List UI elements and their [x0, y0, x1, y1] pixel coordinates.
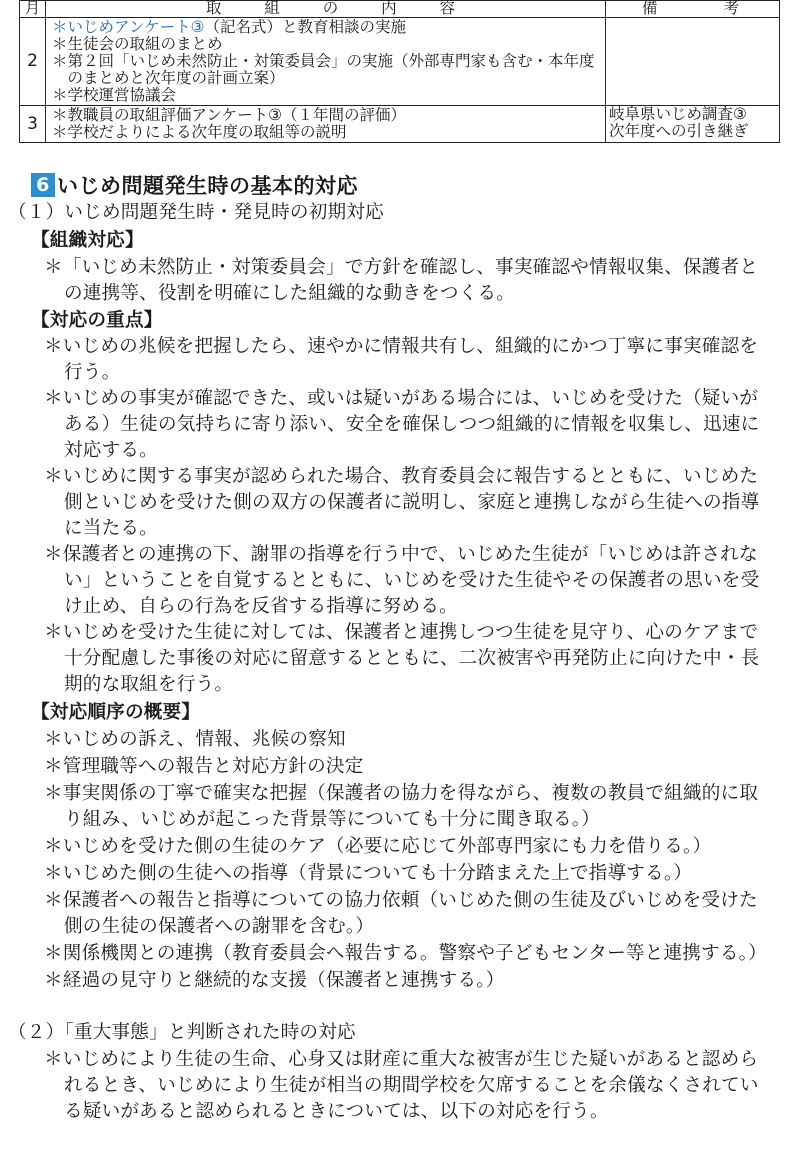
- row-month: 3: [20, 106, 46, 143]
- paragraph-line: ＊管理職等への報告と対応方針の決定: [44, 756, 364, 777]
- paragraph-line: 十分配慮した事後の対応に留意するとともに、二次被害や再発防止に向けた中・長: [64, 648, 760, 669]
- header-content: [46, 1, 606, 18]
- paragraph-line: ＊いじめの事実が確認できた、或いは疑いがある場合には、いじめを受けた（疑いが: [44, 388, 759, 409]
- paragraph-line: け止め、自らの行為を反省する指導に努める。: [64, 596, 458, 617]
- header-content-char: の: [322, 0, 339, 17]
- part1-heading: （１）いじめ問題発生時・発見時の初期対応: [8, 202, 384, 223]
- header-remarks-char: 考: [723, 0, 739, 17]
- paragraph-line: ＊いじめを受けた側の生徒のケア（必要に応じて外部専門家にも力を借りる。）: [44, 836, 712, 857]
- paragraph-line: 側の生徒の保護者への謝罪を含む。）: [64, 916, 375, 937]
- paragraph-line: る疑いがあると認められるときについては、以下の対応を行う。: [64, 1101, 609, 1122]
- list-item: ＊いじめアンケート③（記名式）と教育相談の実施: [52, 18, 406, 36]
- order-title: 【対応順序の概要】: [31, 702, 201, 723]
- list-item: ＊学校だよりによる次年度の取組等の説明: [52, 123, 347, 141]
- table-header-row: [20, 1, 780, 18]
- paragraph-line: の連携等、役割を明確にした組織的な動きをつくる。: [64, 283, 516, 304]
- header-remarks: [606, 1, 780, 18]
- paragraph-line: ＊いじめの兆候を把握したら、速やかに情報共有し、組織的にかつ丁寧に事実確認を: [44, 336, 759, 357]
- paragraph-line: ＊保護者への報告と指導についての協力依頼（いじめた側の生徒及びいじめを受けた: [44, 890, 758, 911]
- paragraph-line: に当たる。: [64, 518, 158, 539]
- row-remarks: [606, 18, 780, 106]
- remark-line: 次年度への引き継ぎ: [609, 122, 749, 140]
- paragraph-line: ＊いじめに関する事実が認められた場合、教育委員会に報告するとともに、いじめた: [44, 466, 759, 487]
- key-title: 【対応の重点】: [31, 310, 163, 331]
- paragraph-line: り組み、いじめが起こった背景等についても十分に聞き取る。）: [64, 809, 601, 830]
- row-items: [46, 18, 606, 106]
- highlight-text: ＊いじめアンケート③: [52, 18, 205, 36]
- paragraph-line: ある）生徒の気持ちに寄り添い、安全を確保しつつ組織的に情報を収集し、迅速に: [64, 414, 760, 435]
- header-content-char: 組: [264, 0, 280, 17]
- part2-heading: （２）「重大事態」と判断された時の対応: [8, 1022, 356, 1043]
- org-title: 【組織対応】: [31, 230, 144, 251]
- section-title: いじめ問題発生時の基本的対応: [57, 174, 358, 198]
- list-item: ＊学校運営協議会: [52, 86, 177, 104]
- list-item: ＊第２回「いじめ未然防止・対策委員会」の実施（外部専門家も含む・本年度のまとめと次年度の計画立案）: [52, 52, 595, 87]
- section-heading: [31, 170, 358, 200]
- schedule-table: [19, 0, 780, 143]
- row-month: 2: [20, 18, 46, 106]
- row-remarks: [606, 106, 780, 143]
- paragraph-line: ＊いじめを受けた生徒に対しては、保護者と連携しつつ生徒を見守り、心のケアまで: [44, 622, 759, 643]
- table-row: [20, 18, 780, 106]
- list-item: ＊生徒会の取組のまとめ: [52, 35, 223, 53]
- paragraph-line: い」ということを自覚するとともに、いじめを受けた生徒やその保護者の思いを受: [64, 570, 760, 591]
- paragraph-line: ＊経過の見守りと継続的な支援（保護者と連携する。）: [44, 970, 505, 991]
- paragraph-line: ＊保護者との連携の下、謝罪の指導を行う中で、いじめた生徒が「いじめは許されな: [44, 544, 758, 565]
- header-remarks-char: 備: [642, 0, 658, 17]
- paragraph-line: 期的な取組を行う。: [64, 674, 234, 695]
- section-number-badge: 6: [31, 173, 55, 197]
- paragraph-line: ＊いじめた側の生徒への指導（背景についても十分踏まえた上で指導する。）: [44, 863, 693, 884]
- paragraph-line: ＊いじめにより生徒の生命、心身又は財産に重大な被害が生じた疑いがあると認めら: [44, 1049, 759, 1070]
- header-content-char: 取: [206, 0, 222, 17]
- row-items: [46, 106, 606, 143]
- paragraph-line: ＊「いじめ未然防止・対策委員会」で方針を確認し、事実確認や情報収集、保護者と: [44, 257, 759, 278]
- list-item: ＊教職員の取組評価アンケート③（１年間の評価）: [52, 106, 406, 124]
- paragraph-line: ＊いじめの訴え、情報、兆候の察知: [44, 729, 346, 750]
- paragraph-line: 行う。: [64, 362, 121, 383]
- header-content-char: 容: [439, 0, 455, 17]
- header-month: 月: [20, 1, 46, 18]
- header-content-char: 内: [381, 0, 397, 17]
- paragraph-line: れるとき、いじめにより生徒が相当の期間学校を欠席することを余儀なくされてい: [64, 1075, 759, 1096]
- paragraph-line: 側といじめを受けた側の双方の保護者に説明し、家庭と連携しながら生徒への指導: [64, 492, 760, 513]
- remark-line: 岐阜県いじめ調査③: [609, 105, 747, 123]
- table-row: [20, 106, 780, 143]
- paragraph-line: ＊事実関係の丁寧で確実な把握（保護者の協力を得ながら、複数の教員で組織的に取: [44, 783, 759, 804]
- paragraph-line: 対応する。: [64, 440, 158, 461]
- paragraph-line: ＊関係機関との連携（教育委員会へ報告する。警察や子どもセンター等と連携する。）: [44, 943, 767, 964]
